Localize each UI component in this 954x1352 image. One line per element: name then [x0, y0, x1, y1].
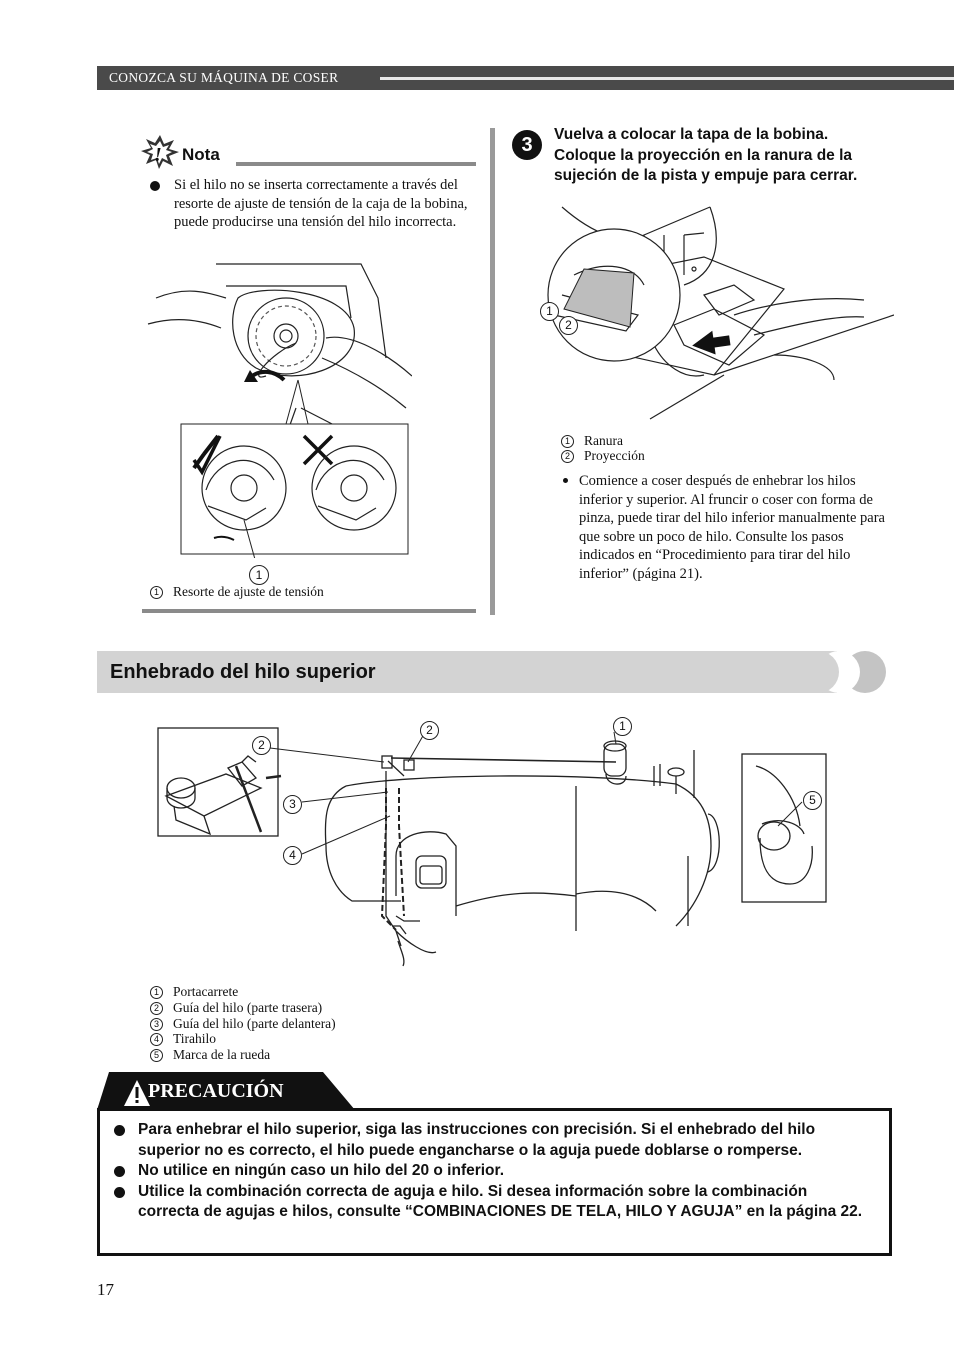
caption-row: [561, 448, 645, 464]
nota-icon: [140, 134, 180, 170]
caption-row: [150, 1047, 270, 1063]
caption-text: Marca de la rueda: [173, 1047, 271, 1062]
nota-title: Nota: [182, 145, 220, 164]
column-rule: [490, 128, 495, 615]
caution-item-text: Para enhebrar el hilo superior, siga las instrucciones con precisión. Si el enhebrado del hilo superior no es correcto, el hilo puede engancharse o la aguja puede doblarse o romperse.: [138, 1121, 816, 1159]
caption-num: 2: [150, 1002, 163, 1015]
bullet-dot: [114, 1187, 125, 1198]
caption-row: [561, 433, 623, 449]
caution-item: [110, 1120, 870, 1161]
nota-bullet-text: Si el hilo no se inserta correctamente a través del resorte de ajuste de tensión de la caja de la bobina, puede producirse una tensión del hilo incorrecta.: [174, 177, 468, 230]
caption-text: Proyección: [584, 448, 645, 463]
caption-num: 1: [150, 986, 163, 999]
callout-number: 4: [283, 846, 302, 865]
bullet-dot: [150, 181, 160, 191]
callout-number: 2: [559, 316, 578, 335]
caption-num: 1: [150, 586, 163, 599]
callout-number: 3: [283, 795, 302, 814]
bullet-dot: [114, 1166, 125, 1177]
bobbin-case-illustration: [146, 258, 412, 558]
caution-item-text: No utilice en ningún caso un hilo del 20 o inferior.: [138, 1162, 505, 1179]
caution-item: [110, 1182, 870, 1223]
svg-text:!: !: [154, 144, 162, 166]
step-instruction: Vuelva a colocar la tapa de la bobina. Coloque la proyección en la ranura de la sujeción de la pista y empuje para cerrar.: [554, 126, 858, 184]
step-number: 3: [512, 130, 542, 160]
bullet-dot: [114, 1125, 125, 1136]
caption-text: Tirahilo: [173, 1031, 217, 1046]
page-number: 17: [97, 1280, 114, 1299]
section-header-title: CONOZCA SU MÁQUINA DE COSER: [109, 70, 339, 85]
callout-number: 1: [540, 302, 559, 321]
caption-row: [150, 984, 238, 1000]
callout-number: 1: [249, 565, 269, 585]
caption-row: [150, 1000, 322, 1016]
caption-text: Guía del hilo (parte trasera): [173, 1000, 323, 1015]
caption-num: 5: [150, 1049, 163, 1062]
section-title: Enhebrado del hilo superior: [110, 661, 376, 683]
caution-title: PRECAUCIÓN: [148, 1080, 284, 1102]
nota-rule: [236, 162, 476, 166]
caption-text: Portacarrete: [173, 984, 239, 999]
caution-item-text: Utilice la combinación correcta de aguja e hilo. Si desea información sobre la combinación correcta de agujas e hilos, consulte “COMBINACIONES DE TELA, HILO Y AGUJA” en la página 22.: [138, 1182, 863, 1220]
callout-number: 5: [803, 791, 822, 810]
callout-number: 2: [252, 736, 271, 755]
caption-row: [150, 584, 324, 600]
nota-bottom-rule: [142, 609, 476, 613]
caption-text: Ranura: [584, 433, 623, 448]
header-rule: [380, 77, 954, 80]
step3-bullet-text: Comience a coser después de enhebrar los hilos inferior y superior. Al fruncir o coser con forma de pinza, puede tirar del hilo inferior manualmente para que sobre un poco de hilo. Consulte los pasos indicados en “Procedimiento para tirar del hilo inferior” (página 21).: [579, 473, 885, 582]
caption-text: Resorte de ajuste de tensión: [173, 584, 324, 599]
callout-number: 1: [613, 717, 632, 736]
bobbin-cover-illustration: [534, 205, 894, 425]
caption-text: Guía del hilo (parte delantera): [173, 1016, 336, 1031]
caution-list: [110, 1120, 870, 1223]
caption-num: 2: [561, 450, 574, 463]
callout-number: 2: [420, 721, 439, 740]
caption-num: 1: [561, 435, 574, 448]
caption-num: 4: [150, 1033, 163, 1046]
caption-row: [150, 1016, 336, 1032]
caption-row: [150, 1031, 216, 1047]
caution-item: [110, 1161, 870, 1182]
bullet-dot: [563, 478, 568, 483]
caption-num: 3: [150, 1018, 163, 1031]
